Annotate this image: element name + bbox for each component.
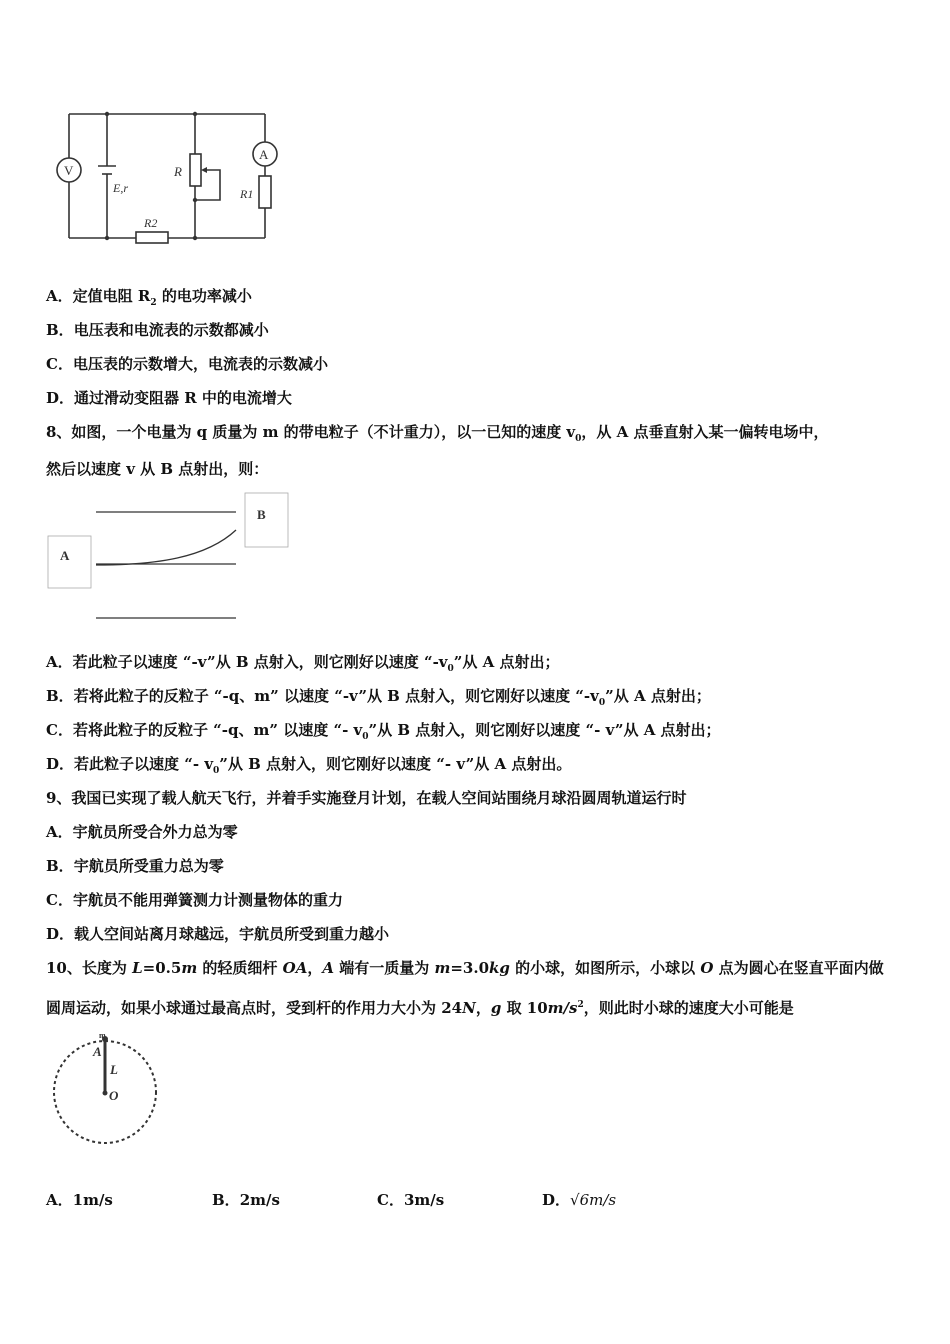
length-label: L: [110, 1062, 118, 1077]
q7-option-c: C．电压表的示数增大，电流表的示数减小: [46, 355, 328, 373]
q9-option-d: D．载人空间站离月球越远，宇航员所受到重力越小: [46, 925, 390, 943]
q10-stem-line1: 10、长度为 L=0.5m 的轻质细杆 OA，A 端有一质量为 m=3.0kg 的小球，如图所示，小球以 O 点为圆心在竖直平面内做: [46, 959, 884, 977]
voltmeter-label: V: [64, 163, 74, 178]
q8-option-b: B．若将此粒子的反粒子 “-q、m” 以速度 “-v”从 B 点射入，则它刚好以速度 “$-v_0$”从 A 点射出；: [46, 687, 711, 708]
q8-option-c: C．若将此粒子的反粒子 “-q、m” 以速度 “- $v_0$”从 B 点射入，则它刚好以速度 “- v”从 A 点射出；: [46, 721, 721, 742]
q9-option-a: A．宇航员所受合外力总为零: [46, 823, 238, 841]
q8-stem-line1: 8、如图，一个电量为 q 质量为 m 的带电粒子（不计重力），以一已知的速度 $v_0$，从 A 点垂直射入某一偏转电场中，: [46, 423, 829, 444]
q10-answer-a: A．1m/s: [46, 1191, 113, 1209]
rheostat-label: R: [174, 164, 182, 179]
q10-answer-b: B．2m/s: [212, 1191, 280, 1209]
emf-label: E,r: [113, 181, 128, 195]
circular-motion-diagram: [46, 1030, 166, 1150]
deflection-field-diagram: [46, 490, 296, 625]
circuit-diagram: [50, 108, 290, 250]
q8-option-d: D．若此粒子以速度 “- $v_0$”从 B 点射入，则它刚好以速度 “- v”从 A 点射出。: [46, 755, 572, 776]
mass-label: m: [99, 1031, 106, 1040]
ammeter-label: A: [259, 147, 269, 162]
q7-option-b: B．电压表和电流表的示数都减小: [46, 321, 269, 339]
q9-option-b: B．宇航员所受重力总为零: [46, 857, 224, 875]
q10-answer-c: C．3m/s: [377, 1191, 445, 1209]
q7-option-d: D．通过滑动变阻器 R 中的电流增大: [46, 389, 292, 407]
q9-option-c: C．宇航员不能用弹簧测力计测量物体的重力: [46, 891, 343, 909]
point-a-label: A: [60, 548, 70, 563]
q9-stem: 9、我国已实现了载人航天飞行，并着手实施登月计划，在载人空间站围绕月球沿圆周轨道运行时: [46, 789, 687, 807]
r2-label: R2: [144, 216, 158, 230]
q8-option-a: A．若此粒子以速度 “-v”从 B 点射入，则它刚好以速度 “$-v_0$”从 A 点射出；: [46, 653, 560, 674]
r1-label: R1: [240, 187, 254, 201]
q10-answer-d: D．√6m/s: [542, 1191, 617, 1209]
point-a-label: A: [93, 1044, 102, 1059]
center-o-label: O: [109, 1088, 119, 1103]
q10-stem-line2: 圆周运动，如果小球通过最高点时，受到杆的作用力大小为 24N，g 取 $10m/s^2$，则此时小球的速度大小可能是: [46, 999, 794, 1017]
point-b-label: B: [257, 507, 266, 522]
q8-stem-line2: 然后以速度 v 从 B 点射出，则：: [46, 460, 269, 478]
q7-option-a: A．定值电阻 $R_2$ 的电功率减小: [46, 287, 252, 308]
